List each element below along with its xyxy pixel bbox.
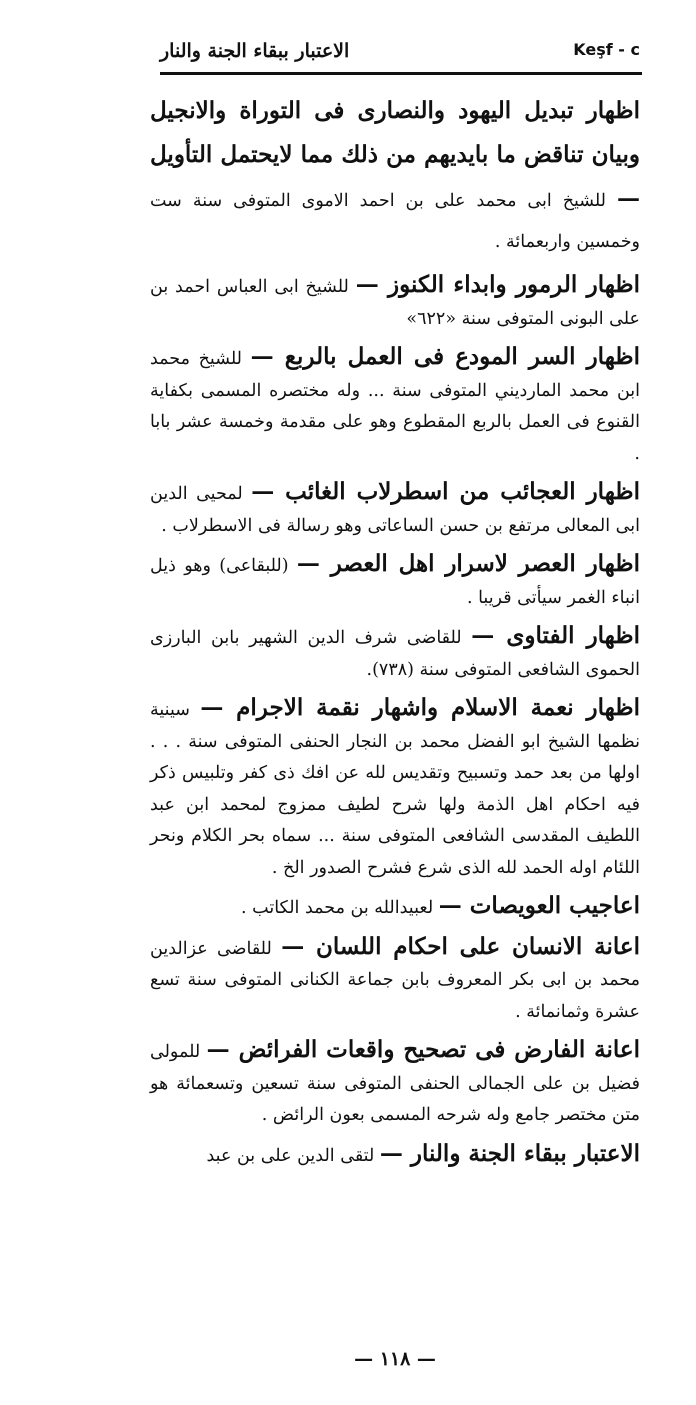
entry-body: لعبيدالله بن محمد الكاتب . bbox=[241, 898, 434, 918]
entry-body: للقاضى عزالدين محمد بن ابى بكر المعروف بابن جماعة الكنانى المتوفى سنة تسع عشرة وثمانمائة . bbox=[150, 938, 640, 1022]
entry-text bbox=[150, 476, 640, 542]
entry-body: للشيخ ابى محمد على بن احمد الاموى المتوفى سنة ست وخمسين واربعمائة . bbox=[150, 191, 640, 252]
entry bbox=[150, 341, 640, 470]
entry-body: سينية نظمها الشيخ ابو الفضل محمد بن النجار الحنفى المتوفى سنة . . . اولها من بعد حمد وتسبيح وتقديس لله عن افك ذى كفر وتلبيس ذكر فيه احكام اهل الذمة ولها شرح لطيف ممزوج لمحمد ابن عبد اللطيف المقدسى الشافعى المتوفى سنة ... سماه بحر الكلام ونحر اللئام اوله الحمد لله الذى شرع فشرح الصدور الخ . bbox=[150, 700, 640, 878]
entry-heading: اعانة الانسان على احكام اللسان — bbox=[281, 932, 640, 960]
page-header bbox=[160, 36, 640, 70]
entry-heading: اظهار العجائب من اسطرلاب الغائب — bbox=[251, 478, 640, 505]
entry-body: لتقى الدين على بن عبد bbox=[206, 1145, 375, 1166]
entry bbox=[150, 1034, 640, 1132]
entry-body: للقاضى شرف الدين الشهير بابن البارزى الحموى الشافعى المتوفى سنة (٧٣٨). bbox=[150, 628, 640, 680]
entry-text bbox=[150, 90, 640, 263]
entry-heading: اظهار نعمة الاسلام واشهار نقمة الاجرام — bbox=[200, 694, 640, 721]
entry bbox=[150, 692, 640, 884]
entry-heading: اعاجيب العويصات — bbox=[438, 892, 640, 919]
entry-text bbox=[150, 890, 640, 925]
entry-body: لمحيى الدين ابى المعالى مرتفع بن حسن الساعاتى وهو رسالة فى الاسطرلاب . bbox=[150, 484, 640, 536]
signature-tag: Keşf - c bbox=[573, 40, 640, 59]
entry-text bbox=[150, 620, 640, 686]
entry bbox=[150, 890, 640, 925]
entry-heading: اظهار الفتاوى — bbox=[471, 622, 640, 649]
entry-text bbox=[150, 1138, 640, 1173]
entry bbox=[150, 476, 640, 542]
entry bbox=[150, 931, 640, 1029]
entry-heading: اظهار الرمور وابداء الكنوز — bbox=[355, 271, 640, 298]
entry-text bbox=[150, 692, 640, 884]
entry bbox=[150, 90, 640, 263]
entry-text bbox=[150, 1034, 640, 1132]
entry bbox=[150, 548, 640, 614]
entry-heading: الاعتبار ببقاء الجنة والنار — bbox=[379, 1139, 640, 1167]
header-rule bbox=[160, 72, 642, 75]
entry-heading: اظهار السر المودع فى العمل بالربع — bbox=[250, 343, 640, 370]
entry-body: للشيخ محمد ابن محمد المارديني المتوفى سنة ... وله مختصره المسمى بكفاية القنوع فى العمل بالربع المقطوع وهو على مقدمة وخمسة عشر بابا . bbox=[150, 349, 640, 464]
running-title: الاعتبار ببقاء الجنة والنار bbox=[160, 40, 350, 62]
entry-heading: اظهار تبديل اليهود والنصارى فى التوراة والانجيل وبيان تناقض ما بايديهم من ذلك مما لايحتمل التأويل — bbox=[150, 97, 640, 212]
entry-heading: اعانة الفارض فى تصحيح واقعات الفرائض — bbox=[206, 1036, 640, 1063]
entry bbox=[150, 620, 640, 686]
entry-text bbox=[150, 548, 640, 614]
entry-heading: اظهار العصر لاسرار اهل العصر — bbox=[296, 550, 640, 577]
entry-text bbox=[150, 931, 640, 1029]
entry-text bbox=[150, 341, 640, 470]
page-number: — ١١٨ — bbox=[354, 1348, 436, 1370]
entries-column bbox=[150, 90, 640, 1178]
entry bbox=[150, 269, 640, 335]
entry-text bbox=[150, 269, 640, 335]
entry-body: (للبقاعى) وهو ذيل انباء الغمر سيأتى قريبا . bbox=[150, 556, 640, 608]
entry-body: للشيخ ابى العباس احمد بن على البونى المتوفى سنة «٦٢٢» bbox=[150, 277, 640, 329]
entry-body: للمولى فضيل بن على الجمالى الحنفى المتوفى سنة تسعين وتسعمائة هو متن مختصر جامع وله شرحه المسمى بعون الرائض . bbox=[150, 1042, 640, 1125]
entry bbox=[150, 1138, 640, 1173]
